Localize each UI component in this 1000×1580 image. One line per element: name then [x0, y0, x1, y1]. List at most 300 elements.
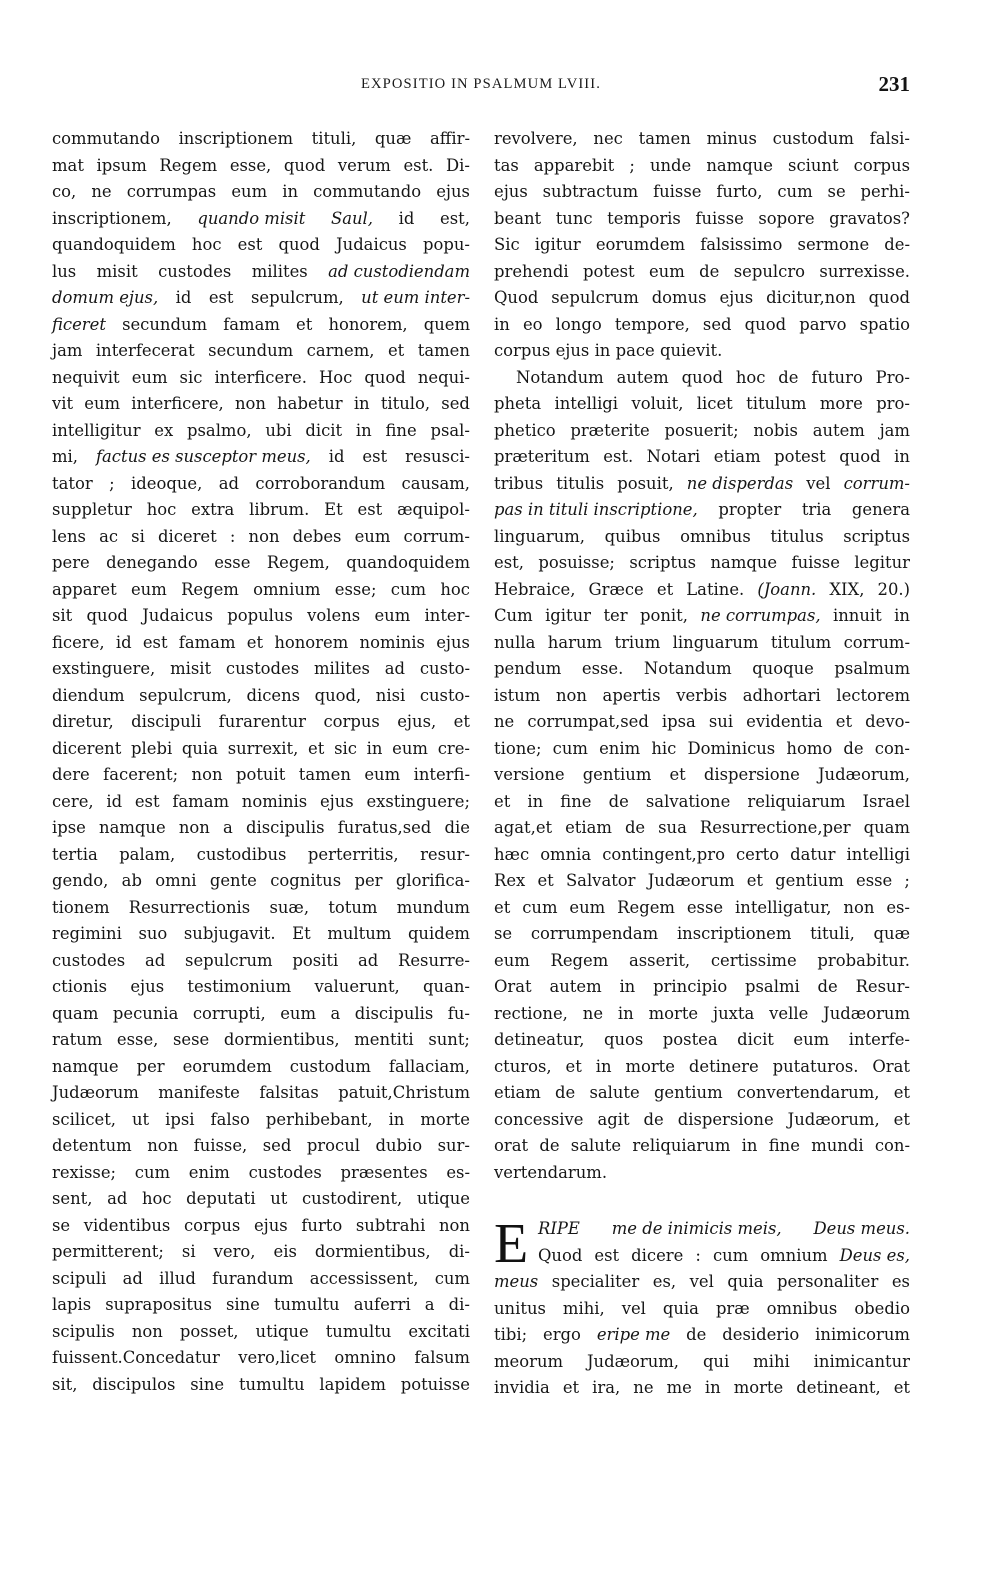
- word: cum: [390, 579, 427, 599]
- word: honorem: [274, 632, 349, 652]
- word: dicitur,non: [766, 288, 856, 307]
- word: perhibebant,: [265, 1109, 373, 1129]
- word: permitterent;: [52, 1242, 164, 1261]
- word: et: [669, 765, 686, 784]
- word: sermone: [797, 235, 870, 254]
- word: secundum: [208, 341, 294, 360]
- word: dispersione: [703, 765, 800, 784]
- word: specialiter: [551, 1272, 640, 1291]
- word: mihi,: [562, 1298, 605, 1318]
- text-line: [494, 1296, 910, 1323]
- word: Salvator: [565, 871, 636, 890]
- word: ;: [629, 155, 635, 175]
- word: quia: [727, 1272, 764, 1291]
- word: et: [494, 897, 511, 917]
- word: Resur-: [855, 977, 910, 996]
- word: regimini: [52, 924, 122, 943]
- word: ad: [107, 1189, 128, 1208]
- word: dispersione: [677, 1109, 774, 1129]
- word: pecunia: [112, 1003, 179, 1023]
- word: detineant,: [796, 1378, 881, 1397]
- word: me: [666, 1378, 692, 1397]
- word: subtrahi: [355, 1215, 426, 1235]
- word: posuisse;: [538, 553, 615, 572]
- word: sepulcrum: [551, 288, 639, 307]
- word: in: [355, 420, 372, 440]
- text-line: [494, 232, 910, 259]
- word: subjugavit.: [183, 924, 276, 943]
- text-line: [494, 736, 910, 763]
- word: surrexisse.: [819, 261, 910, 281]
- text-line: [494, 1001, 910, 1028]
- word: vero,: [213, 1242, 256, 1261]
- word: innuit: [832, 606, 882, 625]
- word: ne disperdas: [686, 473, 794, 493]
- word: discipulis: [354, 1003, 434, 1023]
- word: psalmum: [834, 659, 910, 678]
- text-line: [494, 1322, 910, 1349]
- text-line: [494, 974, 910, 1001]
- word: tempore,: [614, 314, 690, 334]
- word: Resurrectione,per: [699, 818, 851, 837]
- text-line: [52, 1133, 470, 1160]
- word: scilicet,: [52, 1109, 116, 1129]
- text-line: [494, 524, 910, 551]
- word: quod: [681, 367, 723, 387]
- word: Judæorum: [647, 871, 735, 890]
- word: potuit: [235, 765, 286, 784]
- word: id: [175, 288, 192, 307]
- word: omnium: [760, 1245, 828, 1265]
- text-line: [52, 153, 470, 180]
- word: de: [817, 977, 838, 996]
- text-line: [494, 206, 910, 233]
- word: Notandum: [516, 367, 604, 387]
- word: con-: [874, 738, 910, 758]
- word: habetur: [277, 394, 343, 413]
- text-line: [494, 1269, 910, 1296]
- word: et: [835, 712, 853, 731]
- word: perhi-: [860, 182, 910, 201]
- text-line: [52, 1186, 470, 1213]
- word: eo: [522, 314, 543, 334]
- word: scipuli: [52, 1268, 107, 1288]
- word: et: [387, 341, 405, 360]
- text-line: [52, 1319, 470, 1346]
- word: morte: [625, 1056, 675, 1076]
- word: gentium: [653, 1083, 723, 1102]
- word: quidem: [407, 924, 470, 943]
- word: sui: [708, 712, 734, 731]
- word: tumultu: [325, 1321, 392, 1341]
- word: ab: [121, 871, 142, 890]
- text-line: [52, 418, 470, 445]
- word: sent,: [52, 1189, 93, 1208]
- word: quam: [52, 1003, 99, 1023]
- text-line: [494, 815, 910, 842]
- word: præterite: [570, 420, 650, 440]
- word: potest: [774, 447, 826, 466]
- word: id: [328, 447, 345, 466]
- word: detinere: [688, 1056, 759, 1076]
- word: esse.: [581, 659, 624, 678]
- word: hoc: [735, 367, 766, 387]
- word: utique: [255, 1321, 309, 1341]
- word: sed: [441, 394, 470, 413]
- text-line: [494, 789, 910, 816]
- word: minus: [706, 129, 757, 148]
- word: plebi: [131, 738, 173, 758]
- word: librum.: [249, 500, 310, 519]
- word: es-: [886, 897, 910, 917]
- word: Dominicus: [687, 738, 776, 758]
- word: intelligi: [846, 844, 910, 864]
- word: est: [142, 632, 168, 652]
- word: cum: [522, 897, 558, 917]
- word: namque: [706, 155, 773, 175]
- word: Et: [324, 500, 343, 519]
- word: ponit,: [640, 606, 688, 625]
- word: pro-: [876, 394, 910, 413]
- word: manifeste: [158, 1083, 240, 1102]
- word: furto: [301, 1215, 343, 1235]
- psalm-verse-section: [494, 1213, 910, 1402]
- word: quia: [662, 1298, 699, 1318]
- word: corpus: [494, 341, 551, 360]
- word: sciunt: [788, 155, 839, 175]
- word: cognitus: [270, 871, 342, 890]
- word: genera: [851, 500, 910, 519]
- text-line: [494, 709, 910, 736]
- word: convertendarum,: [736, 1083, 880, 1102]
- running-head: [52, 72, 910, 102]
- word: se: [52, 1215, 71, 1235]
- page-number: 231: [878, 72, 910, 96]
- word: es: [891, 1272, 910, 1291]
- word: ejus: [253, 1215, 288, 1235]
- word: quibus: [604, 526, 661, 546]
- text-line: [52, 524, 470, 551]
- right-text-column: [494, 126, 910, 1402]
- word: misit: [96, 261, 138, 281]
- running-title: EXPOSITIO IN PSALMUM LVIII.: [361, 76, 601, 92]
- word: ipsi: [165, 1109, 195, 1129]
- word: linguarum: [672, 632, 759, 652]
- text-line: [494, 1375, 910, 1402]
- word: sur-: [437, 1136, 470, 1155]
- word: intelligi: [554, 394, 619, 413]
- word: lapis: [52, 1295, 92, 1314]
- word: quoque: [752, 659, 814, 678]
- word: salvatione: [645, 791, 731, 811]
- word: quod: [868, 288, 910, 307]
- word: rexisse;: [52, 1162, 117, 1182]
- text-line: [494, 1160, 910, 1187]
- word: eum: [130, 579, 167, 599]
- word: eum: [280, 1003, 316, 1023]
- word: non: [234, 394, 266, 413]
- text-line: [52, 683, 470, 710]
- word: tunc: [555, 208, 593, 228]
- text-line: [52, 1345, 470, 1372]
- word: de: [643, 1109, 664, 1129]
- word: apertis: [602, 685, 661, 705]
- word: ejus: [319, 791, 354, 811]
- word: et: [296, 314, 313, 334]
- word: ipsum: [96, 155, 147, 175]
- word: de: [555, 1083, 576, 1102]
- word: est,: [494, 553, 524, 572]
- word: debes: [292, 526, 342, 546]
- word: corrum-: [843, 632, 910, 652]
- text-line: [52, 895, 470, 922]
- word: sopore: [758, 208, 815, 228]
- text-line: [52, 497, 470, 524]
- word: exstinguere,: [52, 659, 156, 678]
- word: ex: [154, 420, 174, 440]
- word: custodes: [248, 1162, 322, 1182]
- word: cum: [552, 738, 588, 758]
- word: eum: [364, 765, 401, 784]
- text-line: [52, 338, 470, 365]
- text-line: [52, 630, 470, 657]
- word: interfe-: [848, 1030, 910, 1049]
- word: a: [330, 1003, 341, 1023]
- word: cere,: [52, 791, 94, 811]
- word: a: [223, 818, 233, 837]
- text-line: [52, 1160, 470, 1187]
- word: testimonium: [187, 977, 292, 996]
- word: in: [619, 977, 636, 996]
- word: ad: [122, 1268, 143, 1288]
- text-line: [494, 365, 910, 392]
- word: Pro-: [875, 367, 910, 387]
- word: titulum: [770, 632, 832, 652]
- word: tumultu: [238, 1374, 305, 1394]
- word: fuisse: [653, 182, 702, 201]
- word: posset,: [179, 1321, 239, 1341]
- word: suo: [138, 924, 168, 943]
- word: popu-: [422, 235, 470, 254]
- text-line: [494, 1243, 910, 1270]
- word: Regem,: [266, 553, 330, 572]
- word: cum: [712, 1245, 749, 1265]
- word: eum: [84, 394, 121, 413]
- text-line: [52, 868, 470, 895]
- word: apparebit: [533, 155, 615, 175]
- word: eum: [354, 526, 391, 546]
- word: esse: [686, 897, 724, 917]
- text-line: [52, 1266, 470, 1293]
- word: non: [438, 1215, 470, 1235]
- word: gentium: [582, 765, 652, 784]
- word: milites: [251, 261, 308, 281]
- word: dubio: [375, 1136, 423, 1155]
- word: ;: [904, 871, 910, 890]
- word: evidentia: [746, 712, 823, 731]
- word: Orat: [494, 977, 532, 996]
- word: de: [539, 1136, 560, 1155]
- left-text-column: [52, 126, 470, 1398]
- word: psal-: [430, 420, 470, 440]
- word: custodum: [289, 1056, 371, 1076]
- word: devo-: [865, 712, 910, 731]
- word: ubi: [265, 420, 292, 440]
- word: omnibus: [680, 526, 751, 546]
- word: ne: [633, 1378, 654, 1397]
- word: jam: [879, 420, 910, 440]
- word: custodes: [158, 261, 232, 281]
- word: postea: [662, 1030, 718, 1049]
- word: Judæorum,: [787, 1109, 880, 1129]
- text-line: [52, 789, 470, 816]
- word: custo-: [419, 685, 470, 705]
- word: Judæorum: [52, 1083, 139, 1102]
- word: causam,: [401, 473, 470, 493]
- word: ideoque,: [131, 473, 203, 493]
- word: cturos,: [494, 1056, 552, 1076]
- word: quam: [863, 818, 910, 837]
- text-line: [494, 338, 910, 365]
- word: sed: [262, 1136, 292, 1155]
- word: de-: [884, 235, 910, 254]
- text-line: [494, 418, 910, 445]
- word: falso: [210, 1109, 250, 1129]
- word: vel: [621, 1298, 646, 1318]
- word: affir-: [429, 129, 470, 148]
- word: inimicantur: [813, 1351, 910, 1371]
- word: ipse: [52, 818, 86, 837]
- text-line: [494, 1080, 910, 1107]
- word: diceret: [157, 526, 217, 546]
- word: futuro: [811, 367, 863, 387]
- word: dicens: [246, 685, 301, 705]
- text-line: [52, 391, 470, 418]
- text-line: [494, 921, 910, 948]
- word: dormientibus,: [314, 1242, 431, 1261]
- word: deputati: [186, 1189, 256, 1208]
- text-line: [494, 1133, 910, 1160]
- word: salute: [589, 1083, 640, 1102]
- word: ut: [132, 1109, 150, 1129]
- word: tituli,: [810, 924, 855, 943]
- text-line: [494, 1107, 910, 1134]
- word: de: [778, 367, 799, 387]
- word: longo: [555, 314, 602, 334]
- word: morte: [420, 1109, 470, 1129]
- text-line: [494, 153, 910, 180]
- word: non: [843, 897, 875, 917]
- word: eorumdem: [182, 1056, 272, 1076]
- text-line: [494, 868, 910, 895]
- word: :: [695, 1245, 701, 1265]
- word: corrumpat,sed: [527, 712, 649, 731]
- word: quæ: [374, 129, 412, 148]
- word: custodes: [52, 950, 126, 970]
- word: personaliter: [777, 1272, 879, 1291]
- word: tria: [801, 500, 832, 519]
- word: mundi: [811, 1136, 864, 1155]
- text-line: [494, 1349, 910, 1376]
- word: desiderio: [722, 1325, 800, 1344]
- word: morte: [648, 1003, 699, 1023]
- word: ne: [494, 712, 515, 731]
- text-line: [494, 762, 910, 789]
- text-line: [52, 842, 470, 869]
- text-line: [52, 1054, 470, 1081]
- word: concessive: [494, 1109, 584, 1129]
- word: et: [562, 1378, 580, 1397]
- word: ira,: [592, 1378, 621, 1397]
- word: se: [827, 182, 846, 201]
- word: sic: [334, 738, 357, 758]
- word: gravatos?: [829, 208, 910, 228]
- word: suprapositus: [105, 1295, 212, 1314]
- word: interfi-: [413, 765, 470, 784]
- word: Judæorum,: [586, 1351, 680, 1371]
- word: adhortari: [742, 685, 821, 705]
- word: morte: [733, 1378, 784, 1397]
- word: quos: [603, 1030, 644, 1049]
- word: di-: [448, 1295, 470, 1314]
- word: reliquiarum: [747, 791, 846, 811]
- word: Judaicus: [336, 235, 407, 254]
- text-line: [494, 603, 910, 630]
- word: non: [191, 765, 223, 784]
- word: scipulis: [52, 1321, 115, 1341]
- word: dicere: [631, 1245, 684, 1265]
- word: eorumdem: [595, 235, 686, 254]
- word: in: [894, 606, 910, 625]
- word: putaturos.: [772, 1056, 859, 1076]
- word: ejus: [494, 182, 528, 201]
- word: custodes: [225, 659, 300, 678]
- word: pheta: [494, 394, 542, 413]
- word: quem: [423, 314, 470, 334]
- word: igitur: [534, 235, 581, 254]
- word: ut eum inter-: [361, 288, 470, 307]
- word: fuisse: [695, 208, 744, 228]
- word: est: [134, 791, 160, 811]
- word: mundum: [396, 897, 470, 917]
- word: ad: [145, 950, 166, 970]
- word: quod: [278, 235, 320, 254]
- word: scriptus: [843, 526, 910, 546]
- section-gap: [494, 1186, 910, 1216]
- word: in: [527, 791, 544, 811]
- word: trium: [614, 632, 661, 652]
- word: mentiti: [354, 1030, 414, 1049]
- word: pas in tituli inscriptione,: [494, 500, 698, 519]
- word: factus es susceptor meus,: [95, 447, 311, 466]
- word: detineatur,: [494, 1030, 585, 1049]
- word: est,: [440, 208, 470, 228]
- word: enim: [599, 738, 641, 758]
- word: linguarum,: [494, 526, 586, 546]
- word: esse;: [334, 579, 377, 599]
- word: ut: [270, 1189, 288, 1208]
- word: ctionis: [52, 977, 108, 996]
- word: ficere,: [52, 632, 105, 652]
- word: in: [595, 1056, 612, 1076]
- word: non: [147, 1136, 179, 1155]
- word: dormientibus,: [223, 1030, 340, 1049]
- word: fallaciam,: [388, 1056, 470, 1076]
- word: valuerunt,: [314, 977, 400, 996]
- word: eripe me: [596, 1325, 671, 1344]
- word: misit: [170, 659, 212, 678]
- word: nec: [593, 129, 623, 148]
